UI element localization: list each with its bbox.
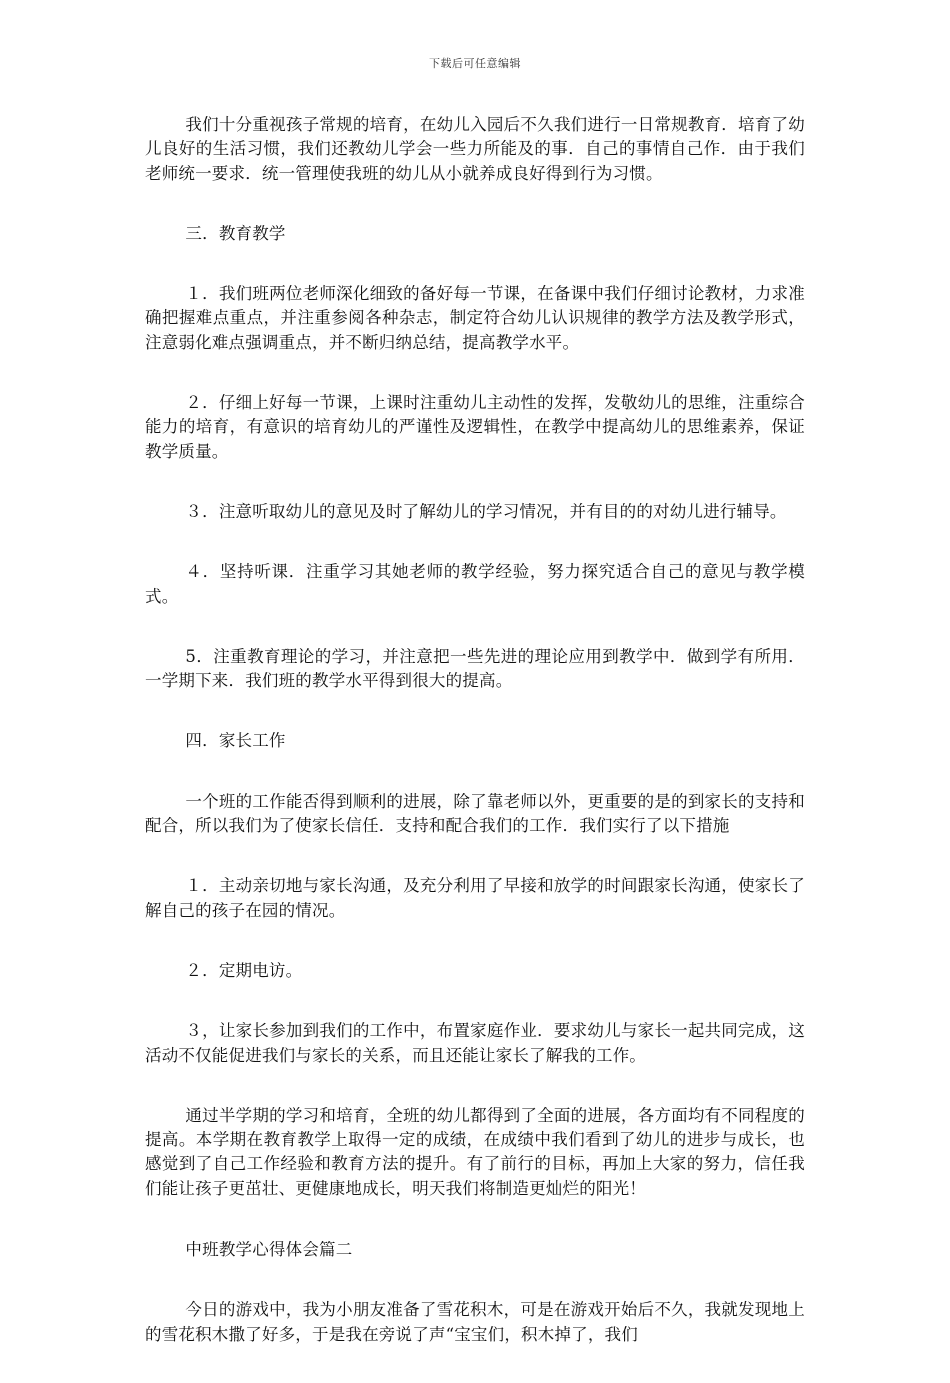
paragraph-parents-intro: 一个班的工作能否得到顺利的进展，除了靠老师以外，更重要的是的到家长的支持和配合，所以我们为了使家长信任．支持和配合我们的工作．我们实行了以下措施 bbox=[145, 791, 805, 836]
paragraph-routine-education: 我们十分重视孩子常规的培育，在幼儿入园后不久我们进行一日常规教育．培育了幼儿良好的生活习惯，我们还教幼儿学会一些力所能及的事．自己的事情自己作．由于我们老师统一要求．统一管理使我班的幼儿从小就养成良好得到行为习惯。 bbox=[145, 115, 805, 183]
paragraph-parents-item-3: ３，让家长参加到我们的工作中，布置家庭作业．要求幼儿与家长一起共同完成，这活动不仅能促进我们与家长的关系，而且还能让家长了解我的工作。 bbox=[145, 1021, 805, 1065]
paragraph-teaching-item-4: ４．坚持听课．注重学习其她老师的教学经验，努力探究适合自己的意见与教学模式。 bbox=[145, 562, 805, 606]
paragraph-parents-item-1: １．主动亲切地与家长沟通，及充分利用了早接和放学的时间跟家长沟通，使家长了解自己的孩子在园的情况。 bbox=[145, 876, 805, 920]
paragraph-teaching-item-3: ３．注意听取幼儿的意见及时了解幼儿的学习情况，并有目的的对幼儿进行辅导。 bbox=[185, 501, 787, 521]
paragraph-summary: 通过半学期的学习和培育，全班的幼儿都得到了全面的进展，各方面均有不同程度的提高。本学期在教育教学上取得一定的成绩，在成绩中我们看到了幼儿的进步与成长，也感觉到了自己工作经验和教育方法的提升。有了前行的目标，再加上大家的努力，信任我们能让孩子更茁壮、更健康地成长，明天我们将制造更灿烂的阳光！ bbox=[145, 1105, 805, 1198]
section-heading-teaching: 三．教育教学 bbox=[185, 223, 286, 243]
paragraph-teaching-item-2: ２．仔细上好每一节课，上课时注重幼儿主动性的发挥，发敬幼儿的思维，注重综合能力的培育，有意识的培育幼儿的严谨性及逻辑性，在教学中提高幼儿的思维素养，保证教学质量。 bbox=[145, 393, 805, 461]
section-heading-part-two: 中班教学心得体会篇二 bbox=[185, 1240, 353, 1260]
page-header-note: 下载后可任意编辑 bbox=[429, 57, 521, 70]
paragraph-game-story: 今日的游戏中，我为小朋友准备了雪花积木，可是在游戏开始后不久，我就发现地上的雪花积木撒了好多，于是我在旁说了声“宝宝们，积木掉了，我们 bbox=[145, 1300, 805, 1344]
document-body bbox=[145, 113, 805, 1383]
paragraph-teaching-item-5: 5．注重教育理论的学习，并注意把一些先进的理论应用到教学中．做到学有所用．一学期下来．我们班的教学水平得到很大的提高。 bbox=[145, 646, 805, 691]
section-heading-parents: 四．家长工作 bbox=[185, 731, 286, 751]
paragraph-teaching-item-1: １．我们班两位老师深化细致的备好每一节课，在备课中我们仔细讨论教材，力求准确把握难点重点，并注重参阅各种杂志，制定符合幼儿认识规律的教学方法及教学形式，注意弱化难点强调重点，并不断归纳总结，提高教学水平。 bbox=[145, 284, 805, 352]
paragraph-parents-item-2: ２．定期电访。 bbox=[185, 960, 303, 980]
